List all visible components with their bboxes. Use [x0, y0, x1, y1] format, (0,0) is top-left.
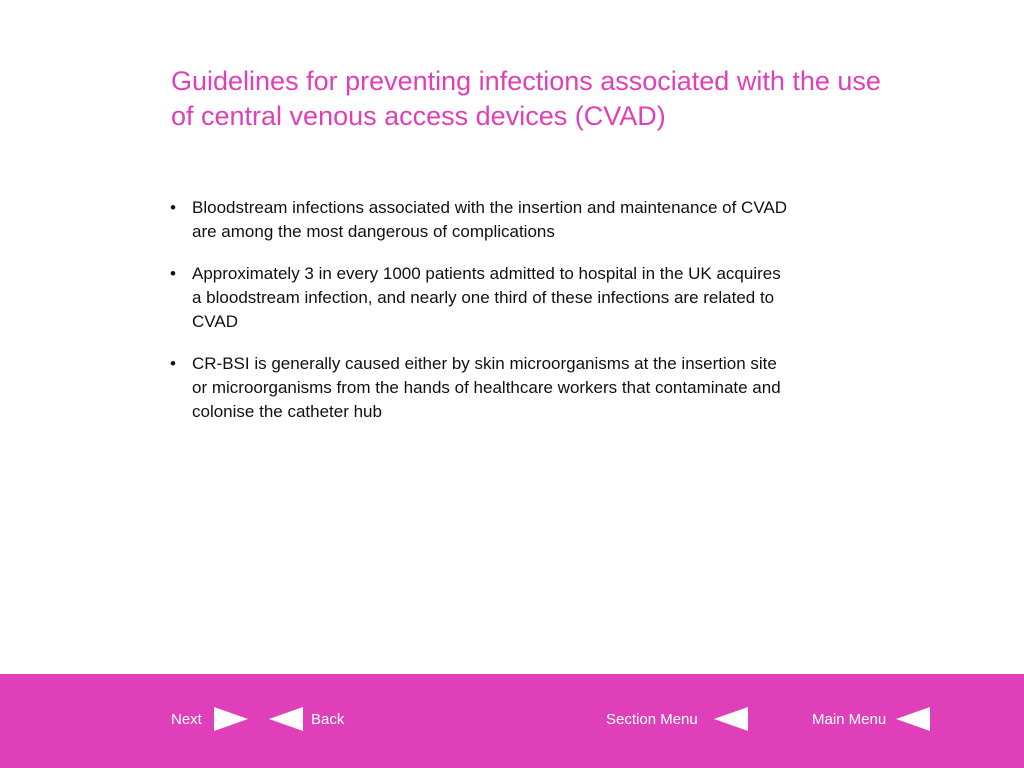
bullet-item [170, 262, 790, 334]
main-menu-button[interactable] [812, 704, 930, 734]
back-button[interactable] [269, 704, 344, 734]
section-menu-label: Section Menu [606, 710, 698, 728]
section-menu-button[interactable] [606, 704, 748, 734]
bullet-text: CR-BSI is generally caused either by skin microorganisms at the insertion site or microorganisms from the hands of healthcare workers that contaminate and colonise the catheter hub [192, 354, 781, 421]
back-label: Back [311, 710, 345, 728]
bullet-dot-icon: • [170, 198, 176, 217]
triangle-left-icon[interactable] [896, 707, 930, 731]
next-button[interactable] [171, 704, 248, 734]
bullet-text: Bloodstream infections associated with the insertion and maintenance of CVAD are among the most dangerous of complications [192, 198, 788, 241]
bullet-text: Approximately 3 in every 1000 patients admitted to hospital in the UK acquires a bloodstream infection, and nearly one third of these infections are related to CVAD [192, 264, 781, 331]
main-menu-label: Main Menu [812, 710, 887, 728]
next-label: Next [171, 710, 202, 728]
bullet-list [170, 196, 790, 442]
bullet-item [170, 352, 790, 424]
triangle-right-icon[interactable] [214, 707, 248, 731]
bullet-dot-icon: • [170, 264, 176, 283]
triangle-left-icon[interactable] [714, 707, 748, 731]
bullet-dot-icon: • [170, 354, 176, 373]
slide-title: Guidelines for preventing infections associated with the use of central venous access devices (CVAD) [171, 66, 881, 131]
triangle-left-icon[interactable] [269, 707, 303, 731]
bullet-item [170, 196, 790, 244]
